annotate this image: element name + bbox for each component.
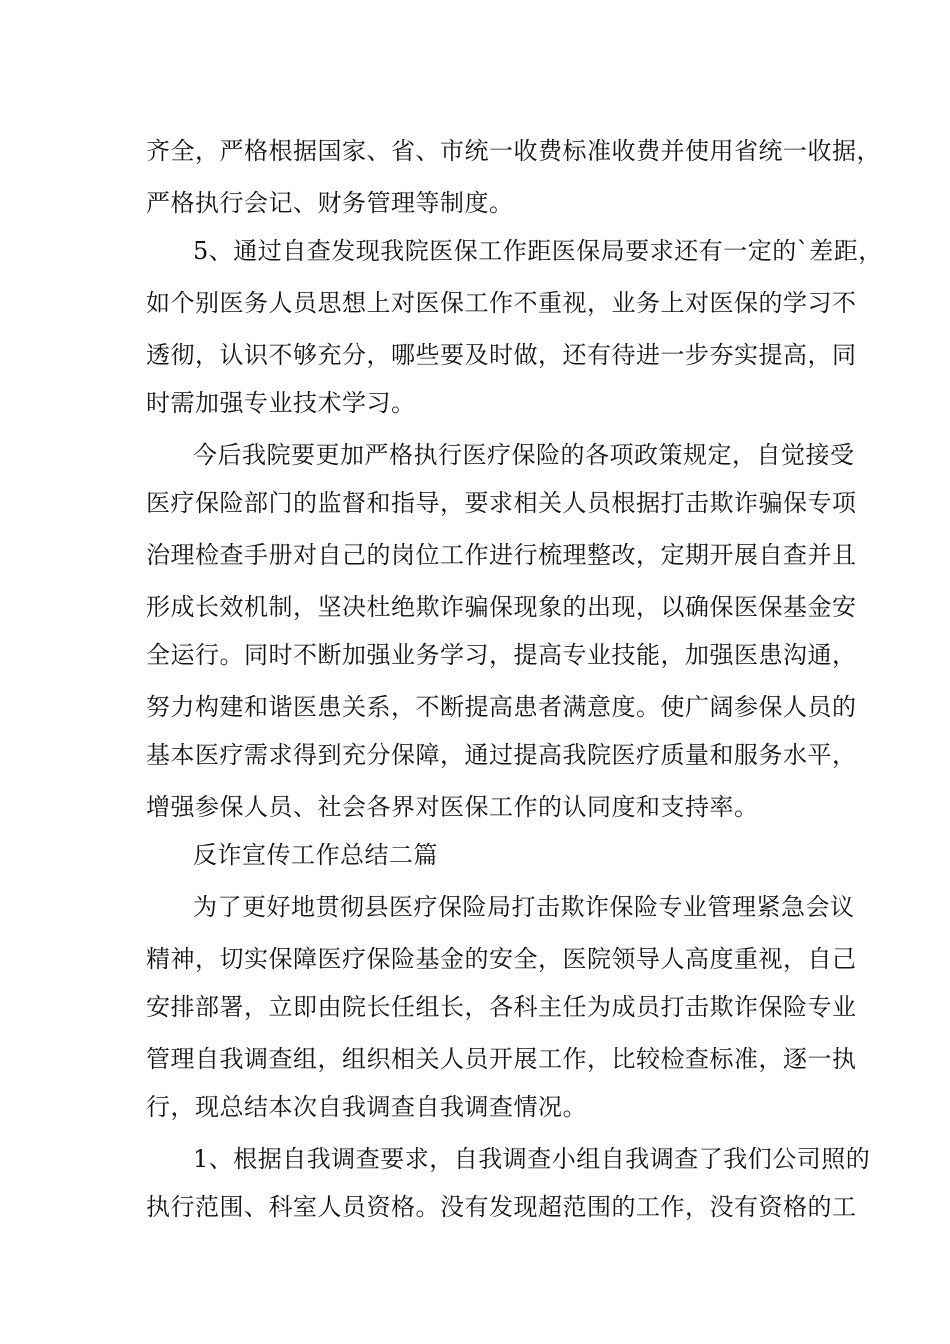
text-line: 努力构建和谐医患关系，不断提高患者满意度。使广阔参保人员的 <box>146 693 857 721</box>
text-line: 今后我院要更加严格执行医疗保险的各项政策规定，自觉接受 <box>193 441 855 469</box>
text-line: 安排部署，立即由院长任组长，各科主任为成员打击欺诈保险专业 <box>146 993 857 1021</box>
text-line: 执行范围、科室人员资格。没有发现超范围的工作，没有资格的工 <box>146 1193 857 1221</box>
text-line: 形成长效机制，坚决杜绝欺诈骗保现象的出现，以确保医保基金安 <box>146 593 857 621</box>
text-line: 1、根据自我调查要求，自我调查小组自我调查了我们公司照的 <box>193 1145 871 1173</box>
text-line: 基本医疗需求得到充分保障，通过提高我院医疗质量和服务水平， <box>146 741 857 769</box>
text-line: 增强参保人员、社会各界对医保工作的认同度和支持率。 <box>146 793 759 821</box>
text-line: 医疗保险部门的监督和指导，要求相关人员根据打击欺诈骗保专项 <box>146 489 857 517</box>
text-line: 为了更好地贯彻县医疗保险局打击欺诈保险专业管理紧急会议 <box>193 893 855 921</box>
text-line: 5、通过自查发现我院医保工作距医保局要求还有一定的`差距， <box>193 237 883 265</box>
text-line: 行，现总结本次自我调查自我调查情况。 <box>146 1093 587 1121</box>
text-line: 如个别医务人员思想上对医保工作不重视，业务上对医保的学习不 <box>146 289 857 317</box>
text-line: 齐全，严格根据国家、省、市统一收费标准收费并使用省统一收据， <box>146 137 881 165</box>
text-line: 精神，切实保障医疗保险基金的安全，医院领导人高度重视，自己 <box>146 945 857 973</box>
text-line: 治理检查手册对自己的岗位工作进行梳理整改，定期开展自查并且 <box>146 541 857 569</box>
text-line: 透彻，认识不够充分，哪些要及时做，还有待进一步夯实提高，同 <box>146 341 857 369</box>
text-line: 管理自我调查组，组织相关人员开展工作，比较检查标准，逐一执 <box>146 1045 857 1073</box>
section-heading: 反诈宣传工作总结二篇 <box>193 841 438 869</box>
text-line: 全运行。同时不断加强业务学习，提高专业技能，加强医患沟通， <box>146 641 857 669</box>
text-line: 时需加强专业技术学习。 <box>146 389 416 417</box>
text-line: 严格执行会记、财务管理等制度。 <box>146 189 514 217</box>
